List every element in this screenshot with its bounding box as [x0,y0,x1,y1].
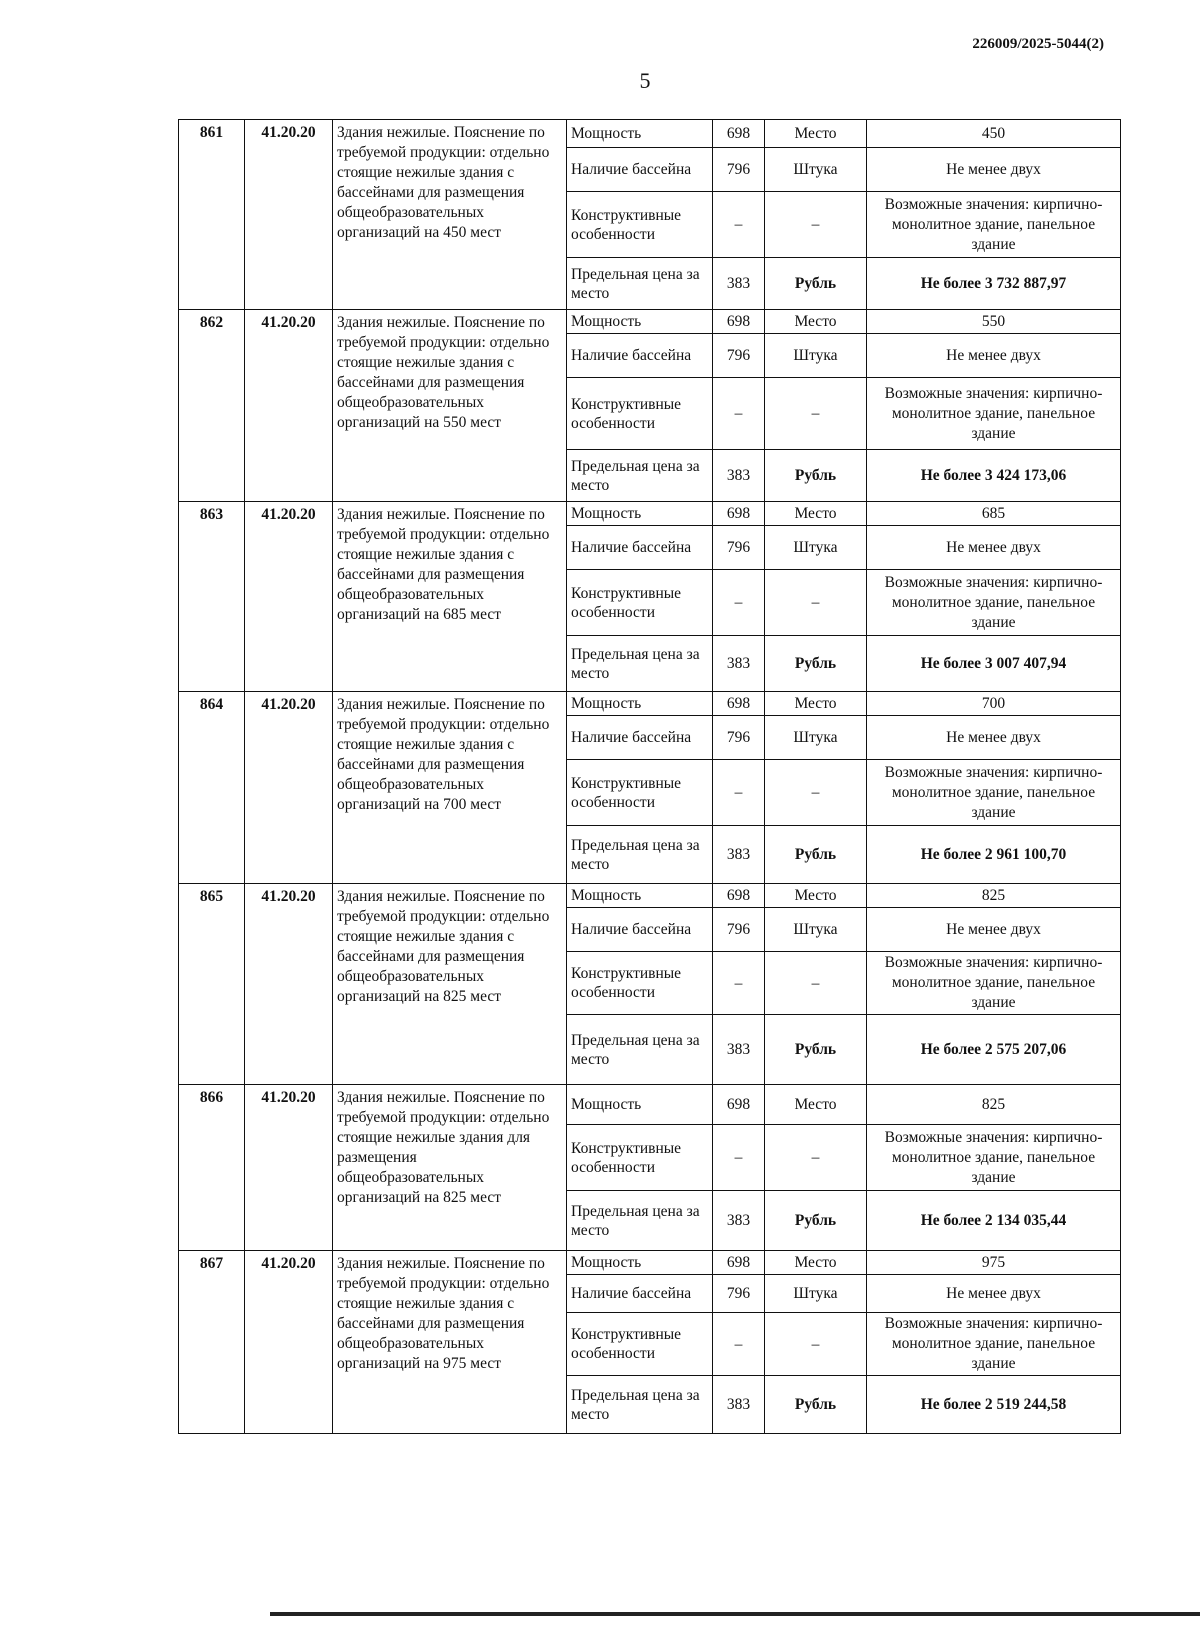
unit-code: – [713,378,765,450]
unit-name: Место [765,120,867,148]
characteristic-value: 685 [867,502,1121,526]
unit-code: 383 [713,1376,765,1434]
characteristic-name: Предельная цена за место [567,1376,713,1434]
item-number: 861 [179,120,245,310]
characteristic-name: Мощность [567,692,713,716]
unit-name: Штука [765,908,867,952]
characteristic-value: 975 [867,1251,1121,1275]
unit-code: – [713,760,765,826]
characteristic-name: Мощность [567,502,713,526]
unit-name: Штука [765,148,867,192]
unit-code: 698 [713,120,765,148]
table-row [179,310,1121,334]
characteristic-name: Конструктивные особенности [567,760,713,826]
characteristic-name: Конструктивные особенности [567,192,713,258]
bottom-scan-rule [270,1612,1200,1616]
unit-name: Рубль [765,636,867,692]
unit-name: Штука [765,334,867,378]
characteristic-name: Мощность [567,884,713,908]
unit-code: 383 [713,636,765,692]
characteristic-name: Предельная цена за место [567,450,713,502]
characteristic-name: Конструктивные особенности [567,570,713,636]
unit-code: – [713,192,765,258]
characteristic-value: Не менее двух [867,1275,1121,1313]
unit-code: – [713,1313,765,1376]
unit-code: 383 [713,258,765,310]
characteristic-value: Не менее двух [867,526,1121,570]
unit-code: 796 [713,334,765,378]
characteristic-value: Возможные значения: кирпично-монолитное здание, панельное здание [867,760,1121,826]
item-number: 863 [179,502,245,692]
document-number: 226009/2025-5044(2) [972,36,1104,52]
item-description: Здания нежилые. Пояснение по требуемой продукции: отдельно стоящие нежилые здания с бассейнами для размещения общеобразовательных организаций на 825 мест [333,884,567,1085]
unit-name: Место [765,502,867,526]
characteristic-name: Конструктивные особенности [567,1125,713,1191]
unit-code: 698 [713,1251,765,1275]
unit-code: 698 [713,692,765,716]
okpd-code: 41.20.20 [245,1085,333,1251]
characteristic-name: Мощность [567,310,713,334]
characteristic-value: 825 [867,884,1121,908]
characteristic-value: Не более 2 519 244,58 [867,1376,1121,1434]
characteristic-name: Мощность [567,120,713,148]
unit-name: – [765,760,867,826]
item-number: 867 [179,1251,245,1434]
item-number: 864 [179,692,245,884]
characteristic-value: Не менее двух [867,148,1121,192]
unit-code: 698 [713,310,765,334]
unit-name: Рубль [765,258,867,310]
unit-name: Рубль [765,1191,867,1251]
characteristic-value: Возможные значения: кирпично-монолитное здание, панельное здание [867,570,1121,636]
unit-name: Место [765,884,867,908]
characteristic-name: Предельная цена за место [567,1015,713,1085]
characteristic-value: Не менее двух [867,908,1121,952]
unit-name: Штука [765,1275,867,1313]
characteristic-value: Не более 3 732 887,97 [867,258,1121,310]
characteristic-name: Конструктивные особенности [567,952,713,1015]
unit-code: – [713,952,765,1015]
unit-name: – [765,1125,867,1191]
characteristic-value: Не более 2 575 207,06 [867,1015,1121,1085]
unit-name: Рубль [765,826,867,884]
table-row [179,1085,1121,1125]
unit-name: Рубль [765,450,867,502]
okpd-code: 41.20.20 [245,502,333,692]
unit-code: – [713,1125,765,1191]
characteristic-name: Конструктивные особенности [567,1313,713,1376]
characteristic-value: Не менее двух [867,334,1121,378]
item-number: 865 [179,884,245,1085]
characteristic-value: Не более 3 007 407,94 [867,636,1121,692]
unit-code: 796 [713,526,765,570]
item-number: 866 [179,1085,245,1251]
characteristic-name: Предельная цена за место [567,826,713,884]
characteristic-value: 825 [867,1085,1121,1125]
unit-name: – [765,952,867,1015]
unit-name: Место [765,1085,867,1125]
table-row [179,120,1121,148]
okpd-code: 41.20.20 [245,692,333,884]
characteristic-name: Предельная цена за место [567,1191,713,1251]
item-description: Здания нежилые. Пояснение по требуемой продукции: отдельно стоящие нежилые здания для размещения общеобразовательных организаций на 825 мест [333,1085,567,1251]
characteristic-value: Возможные значения: кирпично-монолитное здание, панельное здание [867,1125,1121,1191]
characteristic-name: Мощность [567,1251,713,1275]
table-row [179,692,1121,716]
characteristic-value: Не более 3 424 173,06 [867,450,1121,502]
table-row [179,502,1121,526]
unit-code: 698 [713,502,765,526]
unit-code: 796 [713,1275,765,1313]
page-number: 5 [639,68,651,93]
characteristic-name: Мощность [567,1085,713,1125]
characteristic-value: 550 [867,310,1121,334]
characteristic-value: Возможные значения: кирпично-монолитное здание, панельное здание [867,1313,1121,1376]
unit-code: 383 [713,1191,765,1251]
characteristic-name: Предельная цена за место [567,636,713,692]
characteristic-name: Наличие бассейна [567,148,713,192]
unit-code: 383 [713,1015,765,1085]
item-number: 862 [179,310,245,502]
unit-name: Место [765,310,867,334]
unit-code: 698 [713,884,765,908]
characteristic-value: Не более 2 961 100,70 [867,826,1121,884]
characteristic-name: Наличие бассейна [567,908,713,952]
characteristic-name: Наличие бассейна [567,334,713,378]
unit-code: 796 [713,148,765,192]
table-row [179,1251,1121,1275]
unit-code: – [713,570,765,636]
characteristic-value: 450 [867,120,1121,148]
characteristic-value: Возможные значения: кирпично-монолитное здание, панельное здание [867,192,1121,258]
characteristic-value: Не более 2 134 035,44 [867,1191,1121,1251]
unit-name: Штука [765,526,867,570]
item-description: Здания нежилые. Пояснение по требуемой продукции: отдельно стоящие нежилые здания с бассейнами для размещения общеобразовательных организаций на 975 мест [333,1251,567,1434]
characteristic-value: Возможные значения: кирпично-монолитное здание, панельное здание [867,378,1121,450]
unit-name: Штука [765,716,867,760]
unit-name: Рубль [765,1376,867,1434]
characteristic-name: Наличие бассейна [567,1275,713,1313]
unit-name: Место [765,1251,867,1275]
characteristic-name: Конструктивные особенности [567,378,713,450]
specification-table [178,119,1121,1434]
unit-code: 698 [713,1085,765,1125]
characteristic-name: Предельная цена за место [567,258,713,310]
unit-code: 796 [713,908,765,952]
okpd-code: 41.20.20 [245,120,333,310]
unit-name: – [765,1313,867,1376]
characteristic-value: Возможные значения: кирпично-монолитное здание, панельное здание [867,952,1121,1015]
okpd-code: 41.20.20 [245,1251,333,1434]
table-row [179,884,1121,908]
unit-code: 383 [713,826,765,884]
item-description: Здания нежилые. Пояснение по требуемой продукции: отдельно стоящие нежилые здания с бассейнами для размещения общеобразовательных организаций на 700 мест [333,692,567,884]
item-description: Здания нежилые. Пояснение по требуемой продукции: отдельно стоящие нежилые здания с бассейнами для размещения общеобразовательных организаций на 685 мест [333,502,567,692]
characteristic-value: Не менее двух [867,716,1121,760]
unit-code: 796 [713,716,765,760]
item-description: Здания нежилые. Пояснение по требуемой продукции: отдельно стоящие нежилые здания с бассейнами для размещения общеобразовательных организаций на 450 мест [333,120,567,310]
item-description: Здания нежилые. Пояснение по требуемой продукции: отдельно стоящие нежилые здания с бассейнами для размещения общеобразовательных организаций на 550 мест [333,310,567,502]
characteristic-value: 700 [867,692,1121,716]
unit-name: – [765,378,867,450]
okpd-code: 41.20.20 [245,310,333,502]
unit-name: – [765,570,867,636]
characteristic-name: Наличие бассейна [567,716,713,760]
unit-name: Рубль [765,1015,867,1085]
unit-name: Место [765,692,867,716]
okpd-code: 41.20.20 [245,884,333,1085]
unit-code: 383 [713,450,765,502]
unit-name: – [765,192,867,258]
characteristic-name: Наличие бассейна [567,526,713,570]
